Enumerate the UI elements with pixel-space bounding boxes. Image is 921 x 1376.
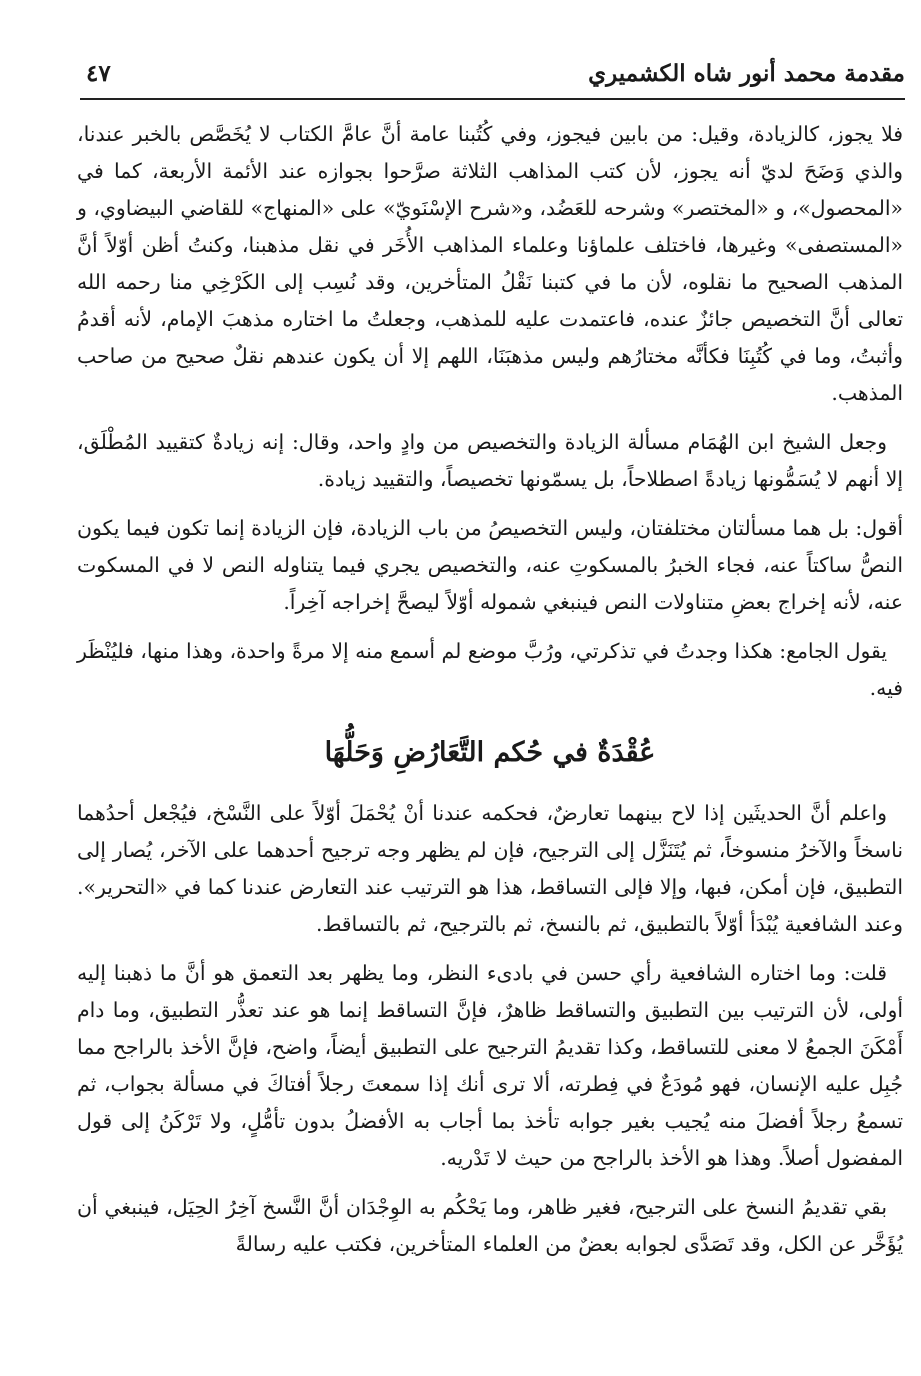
running-title: مقدمة محمد أنور شاه الكشميري	[588, 60, 905, 87]
paragraph: قلت: وما اختاره الشافعية رأي حسن في بادىء النظر، وما يظهر بعد التعمق هو أنَّ ما ذهبنا إليه أولى، لأن الترتيب بين التطبيق والتساقط ظاهرٌ، فإنَّ التساقط إنما هو عند تعذُّر التطبيق، وما دام أَمْكَنَ الجمعُ لا معنى للتساقط، وكذا تقديمُ الترجيح على التطبيق أيضاً، واضح، فإنَّ الأخذ بالراجح مما جُبِل عليه الإنسان، فهو مُودَعٌ في فِطرته، ألا ترى أنك إذا سمعتَ رجلاً أفتاكَ في مسألة بجواب، ثم تسمعُ رجلاً أفضلَ منه يُجيب بغير جوابه تأخذ بما أجاب به الأفضلُ بدون تأمُّلٍ، ولا تَرْكَنُ إلى قول المفضول أصلاً. وهذا هو الأخذ بالراجح من حيث لا تَدْريه.	[77, 961, 903, 1170]
paragraph: يقول الجامع: هكذا وجدتُ في تذكرتي، ورُبَّ موضع لم أسمع منه إلا مرةً واحدة، وهذا منها، فليُنْظَر فيه.	[77, 639, 903, 700]
page-number: ٤٧	[86, 60, 111, 87]
running-head	[80, 58, 905, 100]
paragraph: واعلم أنَّ الحديثَين إذا لاح بينهما تعارضٌ، فحكمه عندنا أنْ يُحْمَلَ أوّلاً على النَّسْخ، فيُجْعل أحدُهما ناسخاً والآخرُ منسوخاً، ثم يُتَنَزَّل إلى الترجيح، فإن لم يظهر وجه ترجيح أحدهما على الآخر، يُصار إلى التطبيق، فإن أمكن، فبها، وإلا فإلى التساقط، هذا هو الترتيب عند التعارض عندنا كما في «التحرير». وعند الشافعية يُبْدَأ أوّلاً بالتطبيق، ثم بالنسخ، ثم بالترجيح، ثم بالتساقط.	[77, 801, 903, 936]
paragraph: وجعل الشيخ ابن الهُمَام مسألة الزيادة والتخصيص من وادٍ واحد، وقال: إنه زيادةٌ كتقييد المُطْلَق، إلا أنهم لا يُسَمُّونها زيادةً اصطلاحاً، بل يسمّونها تخصيصاً، والتقييد زيادة.	[77, 430, 903, 491]
paragraph: أقول: بل هما مسألتان مختلفتان، وليس التخصيصُ من باب الزيادة، فإن الزيادة إنما تكون فيما يكون النصُّ ساكتاً عنه، فجاء الخبرُ بالمسكوتِ عنه، والتخصيص يجري فيما يتناوله النص لا في المسكوت عنه، لأنه إخراج بعضِ متناولات النص فينبغي شموله أوّلاً ليصحَّ إخراجه آخِراً.	[77, 516, 903, 614]
section-heading: عُقْدَةٌ في حُكم التَّعَارُضِ وَحَلُّهَا	[324, 737, 656, 768]
paragraph: فلا يجوز، كالزيادة، وقيل: من بابين فيجوز، وفي كُتُبنا عامة أنَّ عامَّ الكتاب لا يُخَصَّص بالخبر عندنا، والذي وَضَحَ لديّ أنه يجوز، لأن كتب المذاهب الثلاثة صرَّحوا بجوازه عند الأئمة الأربعة، كما في «المحصول»، و «المختصر» وشرحه للعَضُد، و«شرح الإسْنَويّ» على «المنهاج» للقاضي البيضاوي، و «المستصفى» وغيرها، فاختلف علماؤنا وعلماء المذاهب الأُخَر في نقل مذهبنا، وكنتُ أظن أوّلاً أنَّ المذهب الصحيح ما نقلوه، لأن ما في كتبنا نَقْلُ المتأخرين، وقد نُسِب إلى الكَرْخِي منا رحمه الله تعالى أنَّ التخصيص جائزٌ عنده، فاعتمدت عليه للمذهب، وجعلتُ ما اختاره مذهبَ الإمام، لأنه أقدمُ وأثبتُ، وما في كُتُبِنَا فكأنَّه مختارُهم وليس مذهبَنَا، اللهم إلا أن يكون عندهم نقلٌ صحيح من صاحب المذهب.	[77, 122, 903, 405]
paragraph: بقي تقديمُ النسخ على الترجيح، فغير ظاهر، وما يَحْكُم به الوِجْدَان أنَّ النَّسخ آخِرُ الحِيَل، فينبغي أن يُؤَخَّر عن الكل، وقد تَصَدَّى لجوابه بعضٌ من العلماء المتأخرين، فكتب عليه رسالةً	[77, 1195, 903, 1256]
body-text	[77, 116, 903, 1275]
